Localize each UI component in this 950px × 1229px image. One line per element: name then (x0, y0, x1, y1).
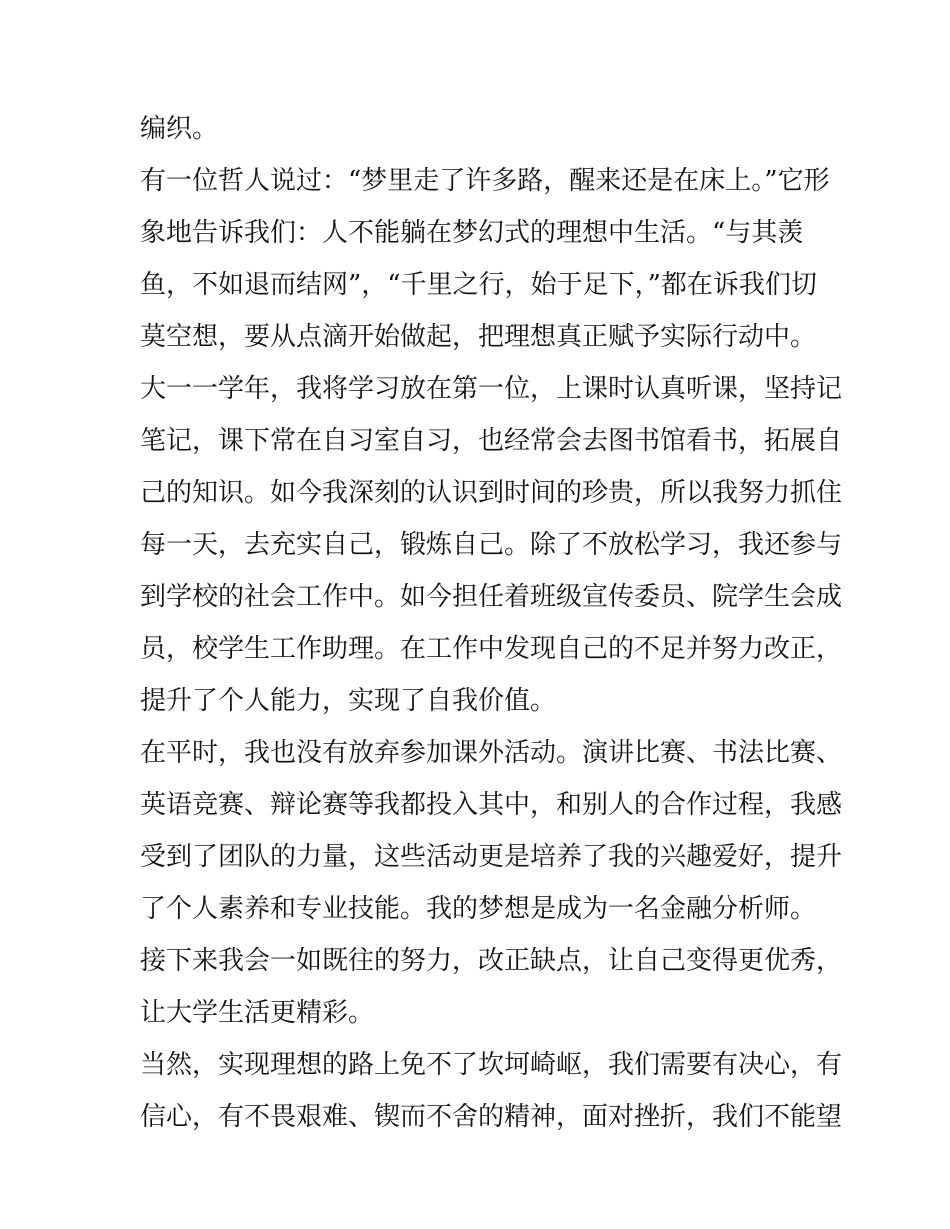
text-line: 己的知识。如今我深刻的认识到时间的珍贵，所以我努力抓住 (140, 478, 843, 508)
text-line: 信心，有不畏艰难、锲而不舍的精神，面对挫折，我们不能望 (140, 1102, 843, 1132)
text-line: 英语竞赛、辩论赛等我都投入其中，和别人的合作过程，我感 (140, 790, 843, 820)
text-line: 有一位哲人说过：“梦里走了许多路，醒来还是在床上。”它形 (140, 166, 830, 196)
text-line: 莫空想，要从点滴开始做起，把理想真正赋予实际行动中。 (140, 322, 817, 352)
text-line: 笔记，课下常在自习室自习，也经常会去图书馆看书，拓展自 (140, 426, 843, 456)
text-line: 每一天，去充实自己，锻炼自己。除了不放松学习，我还参与 (140, 530, 843, 560)
text-line: 在平时，我也没有放弃参加课外活动。演讲比赛、书法比赛、 (140, 738, 843, 768)
text-line: 让大学生活更精彩。 (140, 998, 375, 1028)
text-line: 大一一学年，我将学习放在第一位，上课时认真听课，坚持记 (140, 374, 843, 404)
text-line: 员，校学生工作助理。在工作中发现自己的不足并努力改正， (140, 634, 843, 664)
text-line: 象地告诉我们：人不能躺在梦幻式的理想中生活。“与其羡 (140, 218, 804, 248)
text-line: 了个人素养和专业技能。我的梦想是成为一名金融分析师。 (140, 894, 817, 924)
document-body (140, 103, 843, 1143)
text-line: 提升了个人能力，实现了自我价值。 (140, 686, 557, 716)
text-line: 当然，实现理想的路上免不了坎坷崎岖，我们需要有决心，有 (140, 1050, 843, 1080)
text-line: 编织。 (140, 114, 219, 144)
text-line: 受到了团队的力量，这些活动更是培养了我的兴趣爱好，提升 (140, 842, 843, 872)
text-line: 鱼，不如退而结网”，“千里之行，始于足下，”都在诉我们切 (140, 270, 817, 300)
text-line: 接下来我会一如既往的努力，改正缺点，让自己变得更优秀， (140, 946, 843, 976)
text-line: 到学校的社会工作中。如今担任着班级宣传委员、院学生会成 (140, 582, 843, 612)
